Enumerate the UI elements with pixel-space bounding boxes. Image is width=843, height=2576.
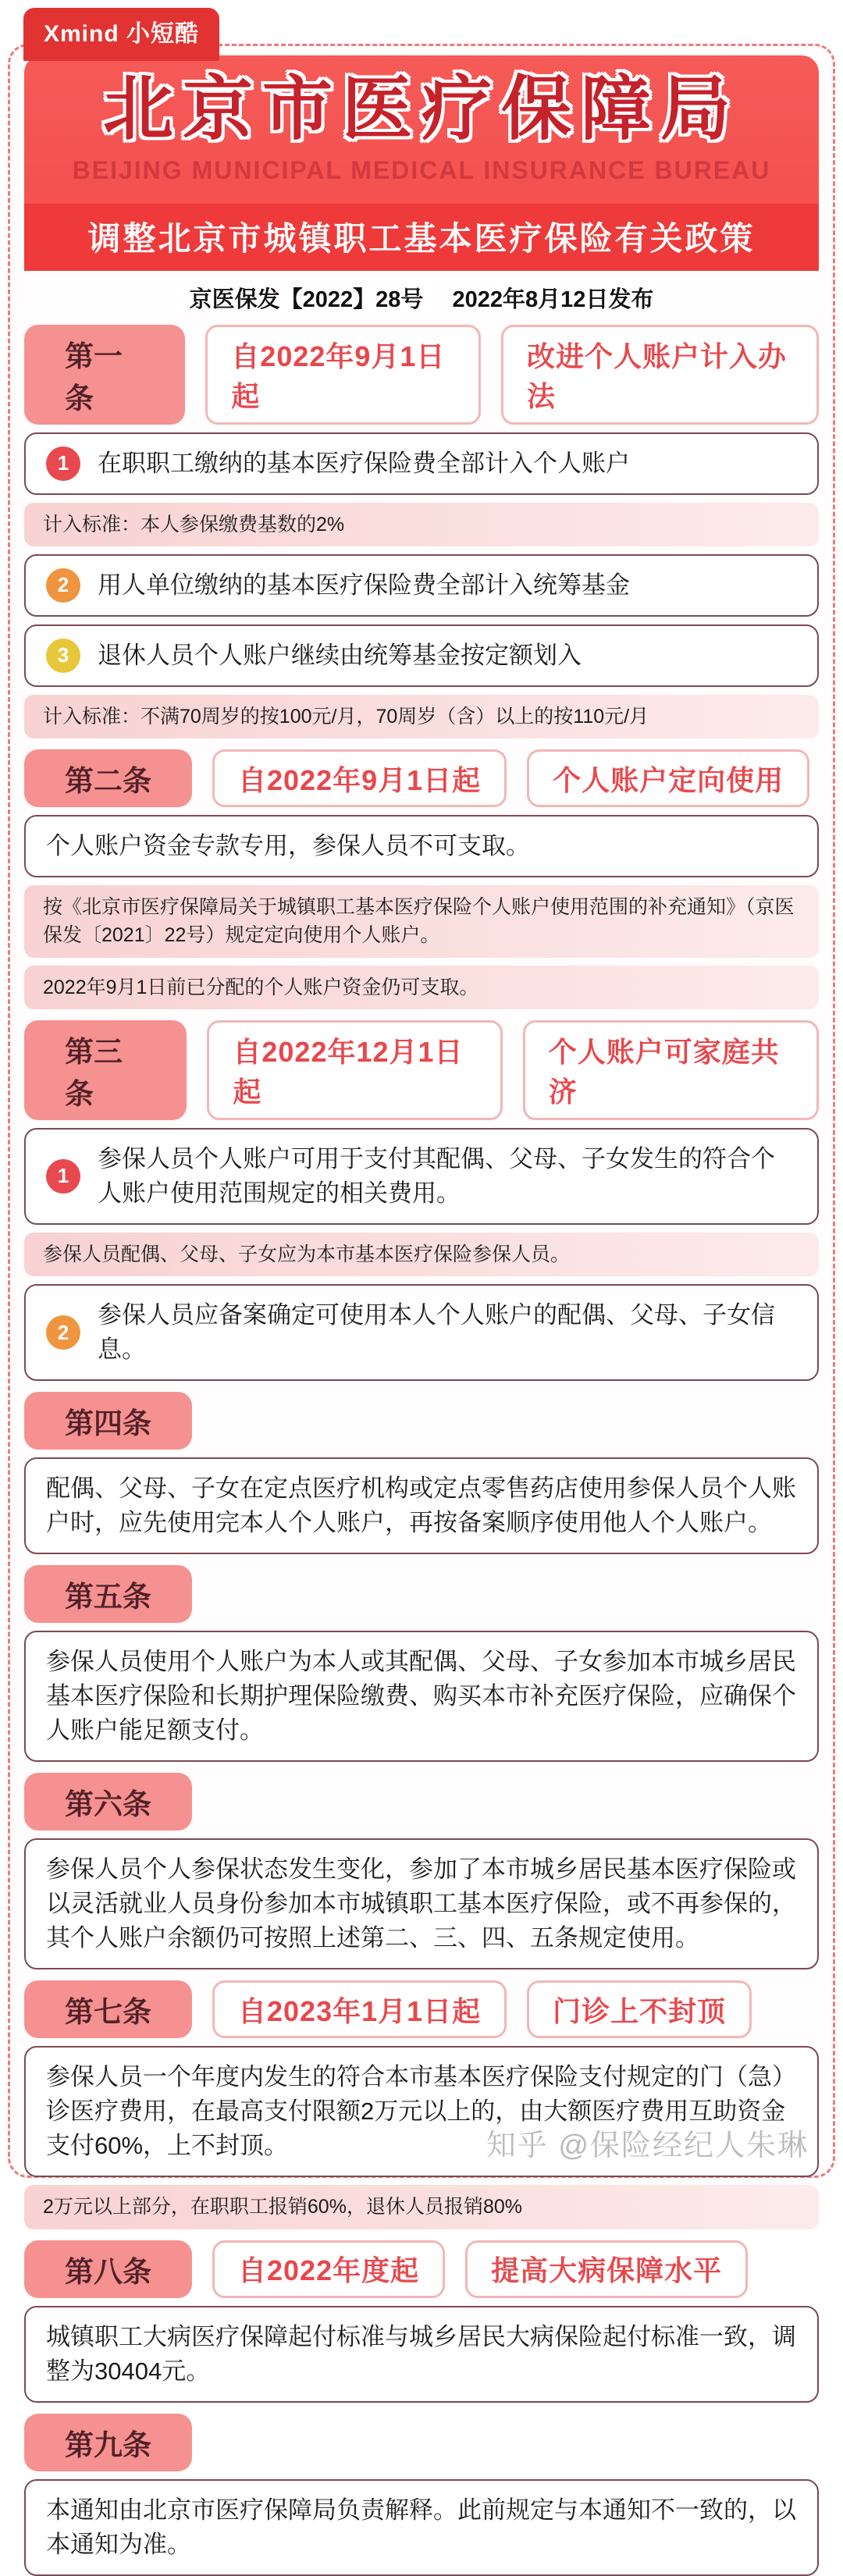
section-6-header <box>24 1773 819 1831</box>
section-7-header <box>24 1980 819 2038</box>
section-4-header <box>24 1392 819 1450</box>
section-7-pill: 第七条 <box>24 1980 192 2038</box>
section-2-date-badge: 自2022年9月1日起 <box>212 749 507 807</box>
policy-text: 参保人员个人账户可用于支付其配偶、父母、子女发生的符合个人账户使用范围规定的相关费用。 <box>98 1144 775 1207</box>
policy-text: 参保人员使用个人账户为本人或其配偶、父母、子女参加本市城乡居民基本医疗保险和长期护理保险缴费、购买本市补充医疗保险，应确保个人账户能足额支付。 <box>46 1648 796 1745</box>
section-8-topic-badge: 提高大病保障水平 <box>465 2240 748 2298</box>
section-3-pill: 第三条 <box>24 1020 187 1120</box>
bureau-title-english: BEIJING MUNICIPAL MEDICAL INSURANCE BUREAU <box>72 155 771 184</box>
policy-text: 参保人员个人参保状态发生变化，参加了本市城乡居民基本医疗保险或以灵活就业人员身份参加本市城镇职工基本医疗保险，或不再参保的，其个人账户余额仍可按照上述第二、三、四、五条规定使用。 <box>46 1856 796 1952</box>
note-strip: 按《北京市医疗保障局关于城镇职工基本医疗保险个人账户使用范围的补充通知》（京医保发〔2021〕22号）规定定向使用个人账户。 <box>24 885 819 958</box>
section-4-pill: 第四条 <box>24 1392 192 1450</box>
section-8-pill: 第八条 <box>24 2240 192 2298</box>
section-2-pill: 第二条 <box>24 749 192 807</box>
policy-card <box>24 432 819 495</box>
document-number-line: 京医保发【2022】28号 2022年8月12日发布 <box>189 286 654 312</box>
dashed-frame <box>8 44 835 2558</box>
section-7-topic-badge: 门诊上不封顶 <box>527 1980 752 2038</box>
section-3-date-badge: 自2022年12月1日起 <box>207 1020 502 1120</box>
section-8-header <box>24 2240 819 2298</box>
policy-card <box>24 1457 819 1554</box>
section-8-date-badge: 自2022年度起 <box>212 2240 445 2298</box>
policy-text: 个人账户资金专款专用，参保人员不可支取。 <box>46 832 530 860</box>
note-strip: 计入标准：不满70周岁的按100元/月，70周岁（含）以上的按110元/月 <box>24 695 819 738</box>
section-2-topic-badge: 个人账户定向使用 <box>527 749 809 807</box>
section-9-pill: 第九条 <box>24 2414 192 2471</box>
policy-card <box>24 554 819 617</box>
policy-banner: 调整北京市城镇职工基本医疗保险有关政策 <box>24 204 819 271</box>
section-1-pill: 第一条 <box>24 325 185 425</box>
policy-card <box>24 815 819 877</box>
section-1-date-badge: 自2022年9月1日起 <box>205 325 481 425</box>
policy-text: 参保人员应备案确定可使用本人个人账户的配偶、父母、子女信息。 <box>98 1301 775 1364</box>
note-strip: 参保人员配偶、父母、子女应为本市基本医疗保险参保人员。 <box>24 1233 819 1276</box>
section-6-pill: 第六条 <box>24 1773 192 1831</box>
bullet-1-icon: 1 <box>46 447 80 481</box>
bureau-title: 北京市医疗保障局 <box>103 70 740 148</box>
section-7-date-badge: 自2023年1月1日起 <box>212 1980 507 2038</box>
note-strip: 2万元以上部分，在职职工报销60%，退休人员报销80% <box>24 2185 819 2229</box>
section-9-header <box>24 2414 819 2471</box>
section-5-pill: 第五条 <box>24 1565 192 1623</box>
policy-text: 配偶、父母、子女在定点医疗机构或定点零售药店使用参保人员个人账户时，应先使用完本人个人账户，再按备案顺序使用他人个人账户。 <box>46 1475 796 1537</box>
section-1-topic-badge: 改进个人账户计入办法 <box>501 325 819 425</box>
bullet-1-icon: 1 <box>46 1159 80 1194</box>
policy-card <box>24 2306 819 2403</box>
note-strip: 计入标准：本人参保缴费基数的2% <box>24 503 819 546</box>
section-1-header <box>24 325 819 425</box>
bullet-2-icon: 2 <box>46 1315 80 1350</box>
policy-card <box>24 1631 819 1762</box>
policy-text: 参保人员一个年度内发生的符合本市基本医疗保险支付规定的门（急）诊医疗费用，在最高支付限额2万元以上的，由大额医疗费用互助资金支付60%，上不封顶。 <box>46 2063 796 2160</box>
policy-card <box>24 1128 819 1225</box>
section-5-header <box>24 1565 819 1623</box>
policy-text: 本通知由北京市医疗保障局负责解释。此前规定与本通知不一致的，以本通知为准。 <box>46 2496 796 2558</box>
policy-text: 退休人员个人账户继续由统筹基金按定额划入 <box>98 641 582 669</box>
section-2-header <box>24 749 819 807</box>
xmind-app-badge: Xmind 小短酷 <box>23 8 219 61</box>
policy-card <box>24 1838 819 1969</box>
bullet-2-icon: 2 <box>46 568 80 603</box>
bullet-3-icon: 3 <box>46 639 80 673</box>
policy-card <box>24 624 819 687</box>
section-3-header <box>24 1020 819 1120</box>
policy-text: 城镇职工大病医疗保障起付标准与城乡居民大病保险起付标准一致，调整为30404元。 <box>46 2322 796 2385</box>
policy-card <box>24 2479 819 2576</box>
policy-text: 在职职工缴纳的基本医疗保险费全部计入个人账户 <box>98 449 630 477</box>
policy-text: 用人单位缴纳的基本医疗保险费全部计入统筹基金 <box>98 571 630 599</box>
policy-card <box>24 1284 819 1381</box>
section-3-topic-badge: 个人账户可家庭共济 <box>523 1020 819 1120</box>
zhihu-watermark: 知乎 @保险经纪人朱琳 <box>486 2129 809 2162</box>
note-strip: 2022年9月1日前已分配的个人账户资金仍可支取。 <box>24 966 819 1009</box>
header-card <box>24 55 819 271</box>
